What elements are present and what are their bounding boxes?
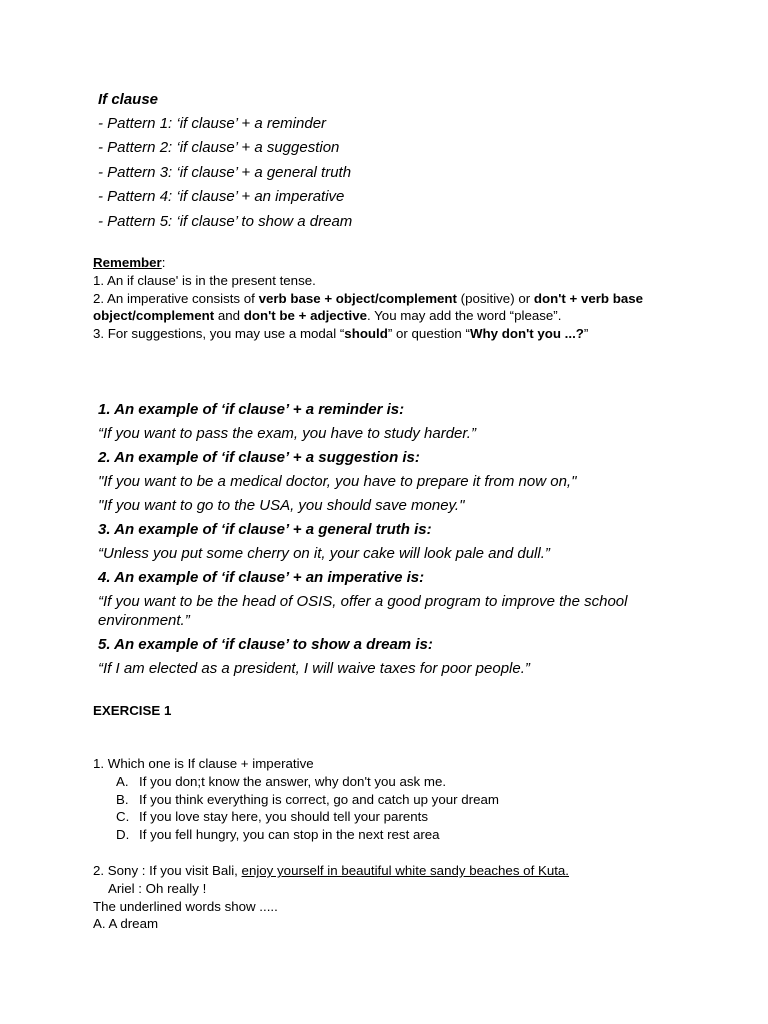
pattern-list: [98, 114, 352, 236]
underlined-words: enjoy yourself in beautiful white sandy beaches of Kuta.: [241, 863, 570, 878]
example-sentence-2a: "If you want to be a medical doctor, you have to prepare it from now on,": [98, 473, 577, 490]
example-sentence-4: “If you want to be the head of OSIS, offer a good program to improve the school environment.”: [98, 593, 628, 629]
example-heading-1: 1. An example of ‘if clause’ + a reminder is:: [98, 401, 405, 418]
question-1: [93, 755, 693, 844]
pattern-item: - Pattern 5: ‘if clause’ to show a dream: [98, 212, 353, 230]
remember-rule-1: 1. An if clause' is in the present tense.: [93, 272, 316, 288]
pattern-item: - Pattern 4: ‘if clause’ + an imperative: [98, 188, 345, 206]
exercise-title: EXERCISE 1: [93, 703, 172, 718]
remember-rule-3: 3. For suggestions, you may use a modal “should” or question “Why don't you ...?”: [93, 326, 589, 342]
example-heading-2: 2. An example of ‘if clause’ + a suggestion is:: [98, 449, 420, 466]
question-2-dialogue-ariel: Ariel : Oh really !: [108, 880, 207, 896]
remember-rule-2: 2. An imperative consists of verb base + object/complement (positive) or don't + verb base object/complement and don't be + adjective. You may add the word “please”.: [93, 290, 644, 324]
option-a: A. If you don;t know the answer, why don't you ask me.: [116, 773, 447, 789]
option-d: D. If you fell hungry, you can stop in the next rest area: [116, 827, 440, 843]
question-2-dialogue-sony: 2. Sony : If you visit Bali, enjoy yourself in beautiful white sandy beaches of Kuta.: [93, 863, 570, 878]
option-b: B. If you think everything is correct, go and catch up your dream: [116, 791, 499, 807]
question-2-option-a: A. A dream: [93, 916, 159, 932]
section-title: If clause: [98, 91, 159, 108]
question-2-prompt: The underlined words show .....: [93, 898, 278, 914]
question-2: [93, 862, 693, 933]
example-sentence-3: “Unless you put some cherry on it, your cake will look pale and dull.”: [98, 545, 550, 562]
example-sentence-1: “If you want to pass the exam, you have to study harder.”: [98, 425, 476, 442]
pattern-item: - Pattern 1: ‘if clause’ + a reminder: [98, 115, 327, 132]
pattern-item: - Pattern 2: ‘if clause’ + a suggestion: [98, 139, 340, 157]
question-1-options: [93, 773, 693, 844]
remember-colon: :: [161, 255, 166, 270]
remember-heading-text: Remember: [93, 255, 162, 270]
remember-block: [93, 254, 693, 343]
option-c: C. If you love stay here, you should tell your parents: [116, 809, 428, 825]
example-heading-4: 4. An example of ‘if clause’ + an imperative is:: [98, 569, 425, 586]
example-heading-5: 5. An example of ‘if clause’ to show a dream is:: [98, 636, 433, 653]
example-sentence-5: “If I am elected as a president, I will waive taxes for poor people.”: [98, 660, 530, 677]
example-sentence-2b: "If you want to go to the USA, you should save money.": [98, 497, 465, 514]
question-1-text: 1. Which one is If clause + imperative: [93, 756, 314, 771]
examples-block: [98, 400, 658, 683]
example-heading-3: 3. An example of ‘if clause’ + a general truth is:: [98, 521, 432, 538]
remember-heading: [93, 254, 693, 272]
pattern-item: - Pattern 3: ‘if clause’ + a general truth: [98, 163, 352, 181]
